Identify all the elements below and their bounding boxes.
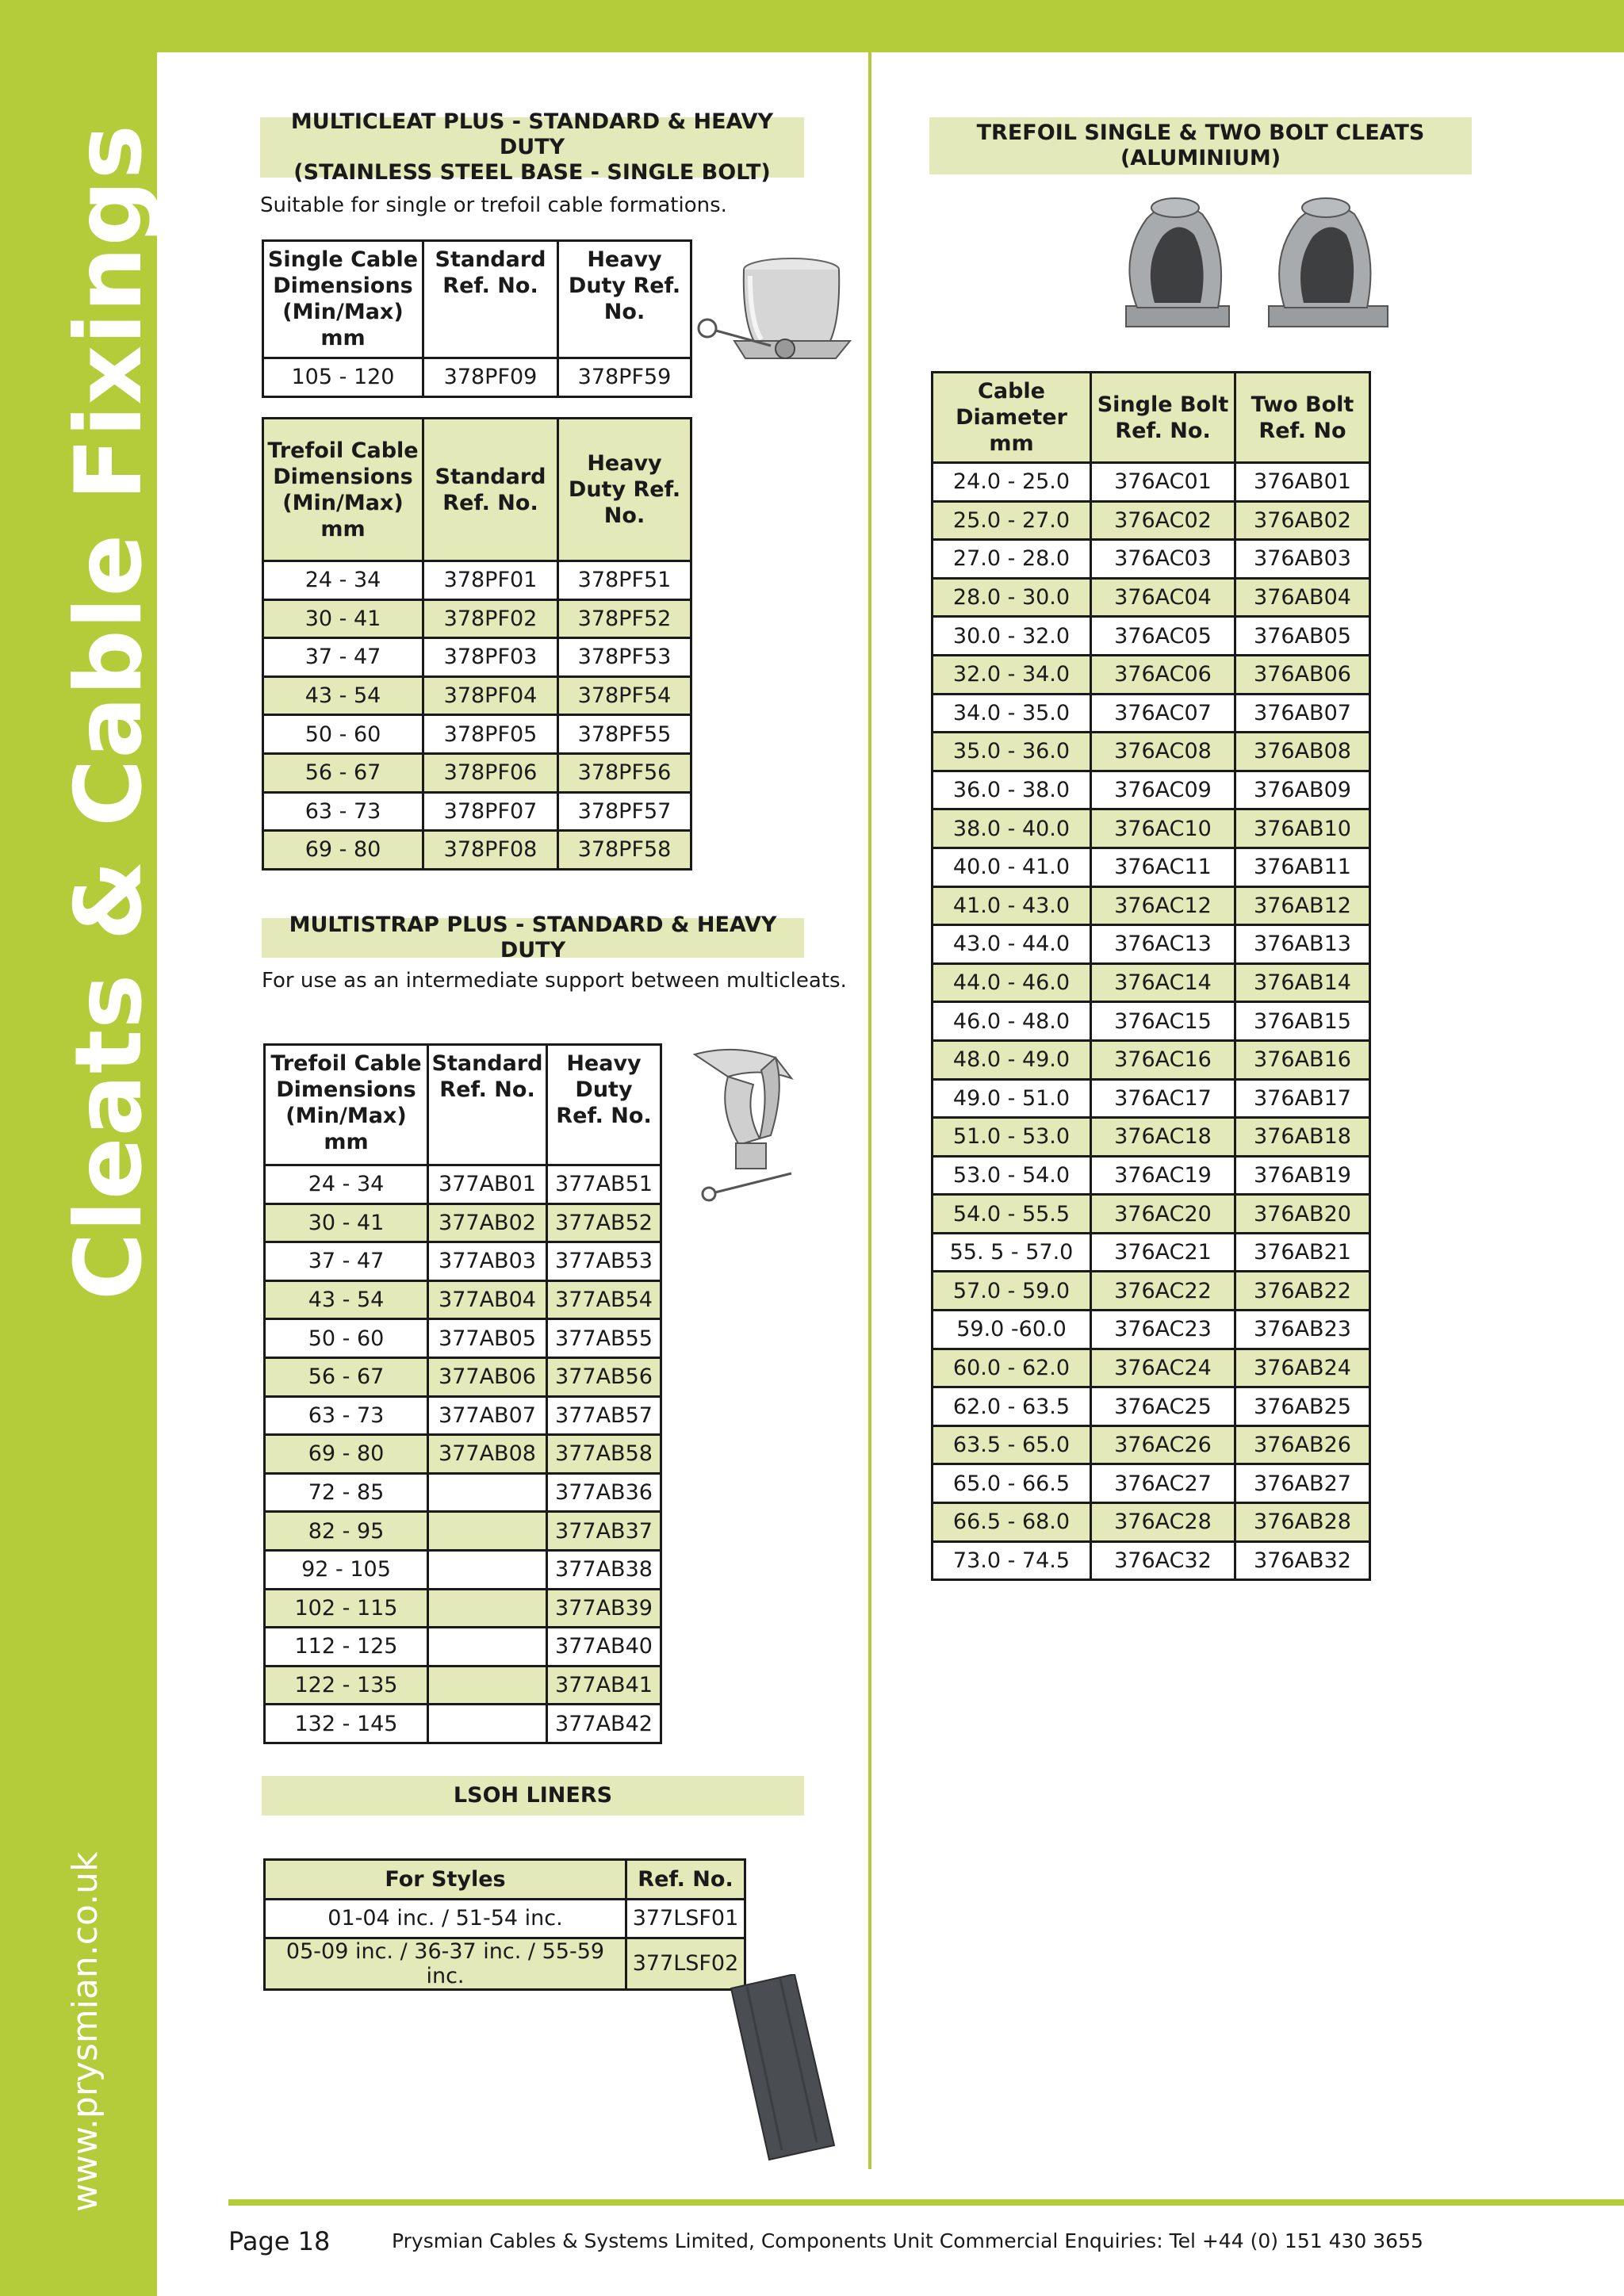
table-cell	[428, 1550, 547, 1589]
footer-contact: Prysmian Cables & Systems Limited, Components Unit Commercial Enquiries: Tel +44 (0) 151 430 3655	[392, 2229, 1423, 2252]
table-cell: 377AB05	[428, 1319, 547, 1358]
table-cell: 376AC10	[1091, 809, 1235, 848]
column-header: Standard Ref. No.	[423, 241, 558, 358]
table-row	[933, 809, 1370, 848]
table-cell: 72 - 85	[265, 1473, 428, 1512]
table-row	[265, 1319, 661, 1358]
table-cell: 376AB18	[1235, 1118, 1370, 1157]
table-row	[265, 1280, 661, 1319]
column-header: Cable Diameter mm	[933, 373, 1091, 463]
table-row	[933, 1079, 1370, 1118]
table-row	[933, 501, 1370, 540]
table-cell: 378PF04	[423, 676, 558, 715]
table-cell: 63 - 73	[265, 1396, 428, 1435]
column-header: Standard Ref. No.	[428, 1045, 547, 1165]
column-header: Trefoil Cable Dimensions (Min/Max) mm	[265, 1045, 428, 1165]
footer-rule	[228, 2199, 1624, 2206]
table-row	[933, 1040, 1370, 1079]
table-cell: 376AB13	[1235, 925, 1370, 964]
table-row	[933, 1387, 1370, 1426]
table-row	[933, 540, 1370, 579]
table-row	[265, 1435, 661, 1474]
table-cell: 60.0 - 62.0	[933, 1349, 1091, 1387]
column-header: Standard Ref. No.	[423, 419, 558, 561]
table-cell: 376AC16	[1091, 1040, 1235, 1079]
table-cell: 25.0 - 27.0	[933, 501, 1091, 540]
table-cell: 59.0 -60.0	[933, 1311, 1091, 1349]
table-row	[933, 1272, 1370, 1311]
table-cell: 377AB53	[547, 1242, 661, 1281]
table-cell: 376AB12	[1235, 886, 1370, 925]
table-row	[265, 1666, 661, 1705]
table-cell: 376AB11	[1235, 848, 1370, 886]
table-cell: 377AB39	[547, 1589, 661, 1628]
table-row	[933, 1541, 1370, 1580]
table-cell: 376AC02	[1091, 501, 1235, 540]
table-cell: 376AB09	[1235, 771, 1370, 809]
table-cell: 376AB26	[1235, 1425, 1370, 1464]
table-cell: 30 - 41	[263, 599, 423, 638]
lsoh-heading: LSOH LINERS	[262, 1776, 804, 1816]
table-row	[933, 925, 1370, 964]
table-cell: 50 - 60	[263, 715, 423, 754]
table-cell: 24 - 34	[265, 1165, 428, 1204]
table-cell: 44.0 - 46.0	[933, 963, 1091, 1002]
table-cell: 38.0 - 40.0	[933, 809, 1091, 848]
table-cell: 378PF53	[558, 638, 691, 677]
table-cell: 05-09 inc. / 36-37 inc. / 55-59 inc.	[265, 1938, 626, 1989]
table-cell: 92 - 105	[265, 1550, 428, 1589]
table-cell: 376AC26	[1091, 1425, 1235, 1464]
table-cell: 376AB07	[1235, 694, 1370, 733]
table-cell: 54.0 - 55.5	[933, 1195, 1091, 1234]
column-header: Two Bolt Ref. No	[1235, 373, 1370, 463]
table-cell: 376AC01	[1091, 463, 1235, 502]
table-cell: 24.0 - 25.0	[933, 463, 1091, 502]
table-cell: 377AB42	[547, 1705, 661, 1743]
table-cell: 377AB38	[547, 1550, 661, 1589]
table-cell: 34.0 - 35.0	[933, 694, 1091, 733]
table-cell: 24 - 34	[263, 561, 423, 600]
table-cell: 376AB16	[1235, 1040, 1370, 1079]
table-cell: 376AB25	[1235, 1387, 1370, 1426]
table-cell: 376AB17	[1235, 1079, 1370, 1118]
table-cell: 36.0 - 38.0	[933, 771, 1091, 809]
table-cell: 377AB54	[547, 1280, 661, 1319]
table-row	[265, 1900, 745, 1938]
table-row	[265, 1473, 661, 1512]
table-row	[933, 655, 1370, 694]
table-cell: 30.0 - 32.0	[933, 617, 1091, 656]
table-cell: 132 - 145	[265, 1705, 428, 1743]
table-row	[265, 1242, 661, 1281]
table-cell: 378PF02	[423, 599, 558, 638]
table-cell: 55. 5 - 57.0	[933, 1233, 1091, 1272]
table-cell: 376AC06	[1091, 655, 1235, 694]
table-cell: 377AB52	[547, 1203, 661, 1242]
table-row	[263, 715, 691, 754]
column-divider	[868, 52, 871, 2169]
table-cell: 40.0 - 41.0	[933, 848, 1091, 886]
table-cell	[428, 1589, 547, 1628]
table-cell: 377AB55	[547, 1319, 661, 1358]
column-header: Single Bolt Ref. No.	[1091, 373, 1235, 463]
table-cell: 376AB32	[1235, 1541, 1370, 1580]
column-header: Ref. No.	[626, 1860, 745, 1900]
table-cell: 376AB20	[1235, 1195, 1370, 1234]
table-row	[265, 1550, 661, 1589]
multistrap-heading: MULTISTRAP PLUS - STANDARD & HEAVY DUTY	[262, 918, 804, 958]
table-cell: 376AB08	[1235, 733, 1370, 771]
table-row	[933, 1464, 1370, 1503]
table-cell: 57.0 - 59.0	[933, 1272, 1091, 1311]
table-cell: 65.0 - 66.5	[933, 1464, 1091, 1503]
table-cell: 378PF56	[558, 753, 691, 792]
page-number: Page 18	[228, 2226, 331, 2256]
table-row	[263, 792, 691, 831]
table-cell: 377AB37	[547, 1512, 661, 1551]
table-cell: 376AC25	[1091, 1387, 1235, 1426]
table-cell: 50 - 60	[265, 1319, 428, 1358]
table-row	[263, 831, 691, 870]
table-row	[263, 638, 691, 677]
table-cell	[428, 1512, 547, 1551]
table-row	[265, 1203, 661, 1242]
table-cell: 112 - 125	[265, 1628, 428, 1667]
table-cell: 46.0 - 48.0	[933, 1002, 1091, 1041]
table-cell: 376AC11	[1091, 848, 1235, 886]
table-cell: 376AC20	[1091, 1195, 1235, 1234]
table-row	[265, 1165, 661, 1204]
table-cell: 376AB05	[1235, 617, 1370, 656]
multicleat-description: Suitable for single or trefoil cable formations.	[260, 193, 727, 217]
table-row	[933, 963, 1370, 1002]
table-row	[933, 1233, 1370, 1272]
table-cell: 43 - 54	[263, 676, 423, 715]
table-cell: 376AB15	[1235, 1002, 1370, 1041]
table-cell: 49.0 - 51.0	[933, 1079, 1091, 1118]
table-cell	[428, 1473, 547, 1512]
table-row	[263, 561, 691, 600]
table-cell: 376AC12	[1091, 886, 1235, 925]
table-row	[933, 1425, 1370, 1464]
table-cell: 378PF58	[558, 831, 691, 870]
table-cell: 30 - 41	[265, 1203, 428, 1242]
table-cell: 62.0 - 63.5	[933, 1387, 1091, 1426]
table-cell: 376AC14	[1091, 963, 1235, 1002]
table-cell: 376AC04	[1091, 578, 1235, 617]
table-cell: 376AC18	[1091, 1118, 1235, 1157]
trefoil-heading-line1: TREFOIL SINGLE & TWO BOLT CLEATS	[976, 121, 1425, 145]
table-cell: 377AB03	[428, 1242, 547, 1281]
table-cell: 66.5 - 68.0	[933, 1503, 1091, 1542]
table-cell: 378PF07	[423, 792, 558, 831]
multicleat-single-table	[262, 239, 692, 398]
table-cell: 37 - 47	[265, 1242, 428, 1281]
table-cell: 378PF03	[423, 638, 558, 677]
table-cell: 377AB04	[428, 1280, 547, 1319]
table-row	[933, 1503, 1370, 1542]
table-cell: 377AB06	[428, 1357, 547, 1396]
table-row	[265, 1705, 661, 1743]
table-cell	[428, 1628, 547, 1667]
table-row	[933, 1156, 1370, 1195]
table-cell: 378PF01	[423, 561, 558, 600]
table-cell: 376AB23	[1235, 1311, 1370, 1349]
table-row	[933, 1195, 1370, 1234]
table-cell: 378PF57	[558, 792, 691, 831]
table-cell: 376AC05	[1091, 617, 1235, 656]
table-row	[263, 358, 691, 397]
table-row	[263, 599, 691, 638]
table-cell: 376AB04	[1235, 578, 1370, 617]
table-cell: 376AC27	[1091, 1464, 1235, 1503]
column-header: For Styles	[265, 1860, 626, 1900]
multistrap-product-image	[687, 1047, 806, 1205]
table-cell: 376AB02	[1235, 501, 1370, 540]
column-header: Single Cable Dimensions (Min/Max) mm	[263, 241, 423, 358]
table-cell: 377AB56	[547, 1357, 661, 1396]
multicleat-trefoil-table	[262, 417, 692, 871]
table-cell: 376AC07	[1091, 694, 1235, 733]
table-row	[933, 1118, 1370, 1157]
table-cell: 377AB02	[428, 1203, 547, 1242]
multistrap-description: For use as an intermediate support between multicleats.	[262, 969, 847, 993]
table-row	[933, 1002, 1370, 1041]
table-cell: 376AC24	[1091, 1349, 1235, 1387]
trefoil-aluminium-table	[931, 371, 1371, 1581]
table-cell: 378PF51	[558, 561, 691, 600]
table-cell: 53.0 - 54.0	[933, 1156, 1091, 1195]
table-cell: 376AB01	[1235, 463, 1370, 502]
table-cell: 376AC13	[1091, 925, 1235, 964]
table-cell: 378PF08	[423, 831, 558, 870]
table-cell: 376AC15	[1091, 1002, 1235, 1041]
table-cell: 376AB14	[1235, 963, 1370, 1002]
table-cell: 378PF09	[423, 358, 558, 397]
table-cell: 122 - 135	[265, 1666, 428, 1705]
table-cell: 56 - 67	[265, 1357, 428, 1396]
table-row	[265, 1938, 745, 1989]
table-cell: 376AC28	[1091, 1503, 1235, 1542]
table-cell: 32.0 - 34.0	[933, 655, 1091, 694]
table-cell: 376AC17	[1091, 1079, 1235, 1118]
lsoh-table	[263, 1858, 746, 1991]
table-row	[933, 578, 1370, 617]
table-cell: 69 - 80	[265, 1435, 428, 1474]
side-title: Cleats & Cable Fixings	[56, 124, 163, 1300]
table-cell: 376AC21	[1091, 1233, 1235, 1272]
table-cell: 376AC03	[1091, 540, 1235, 579]
table-cell: 43.0 - 44.0	[933, 925, 1091, 964]
table-cell: 377AB58	[547, 1435, 661, 1474]
table-cell: 43 - 54	[265, 1280, 428, 1319]
table-cell: 41.0 - 43.0	[933, 886, 1091, 925]
table-cell: 376AB19	[1235, 1156, 1370, 1195]
website-url[interactable]: www.prysmian.co.uk	[65, 1851, 105, 2212]
table-cell: 51.0 - 53.0	[933, 1118, 1091, 1157]
lsoh-liner-image	[723, 1974, 842, 2164]
multicleat-product-image	[695, 252, 853, 387]
table-cell: 376AC23	[1091, 1311, 1235, 1349]
table-cell: 376AC32	[1091, 1541, 1235, 1580]
table-cell: 376AC08	[1091, 733, 1235, 771]
table-cell: 35.0 - 36.0	[933, 733, 1091, 771]
table-cell: 376AC22	[1091, 1272, 1235, 1311]
table-row	[933, 463, 1370, 502]
table-row	[265, 1396, 661, 1435]
table-cell: 377AB51	[547, 1165, 661, 1204]
table-row	[933, 1311, 1370, 1349]
table-cell: 376AB21	[1235, 1233, 1370, 1272]
multicleat-heading-line2: (STAINLESS STEEL BASE - SINGLE BOLT)	[293, 160, 771, 185]
trefoil-cleats-image	[1102, 187, 1404, 338]
table-cell: 63.5 - 65.0	[933, 1425, 1091, 1464]
table-cell: 377AB01	[428, 1165, 547, 1204]
table-cell: 378PF52	[558, 599, 691, 638]
table-cell	[428, 1705, 547, 1743]
table-cell: 376AC09	[1091, 771, 1235, 809]
top-bar	[0, 0, 1624, 52]
table-cell: 378PF54	[558, 676, 691, 715]
table-cell: 01-04 inc. / 51-54 inc.	[265, 1900, 626, 1938]
table-row	[933, 771, 1370, 809]
table-cell: 376AB03	[1235, 540, 1370, 579]
multicleat-heading	[260, 109, 804, 185]
table-row	[265, 1357, 661, 1396]
table-cell: 376AB22	[1235, 1272, 1370, 1311]
table-cell: 48.0 - 49.0	[933, 1040, 1091, 1079]
table-cell: 377AB08	[428, 1435, 547, 1474]
table-row	[933, 848, 1370, 886]
table-cell: 377AB07	[428, 1396, 547, 1435]
table-row	[265, 1589, 661, 1628]
column-header: Heavy Duty Ref. No.	[558, 241, 691, 358]
table-cell: 82 - 95	[265, 1512, 428, 1551]
table-cell: 105 - 120	[263, 358, 423, 397]
table-cell: 56 - 67	[263, 753, 423, 792]
table-cell: 27.0 - 28.0	[933, 540, 1091, 579]
table-cell: 377AB41	[547, 1666, 661, 1705]
table-cell: 376AB10	[1235, 809, 1370, 848]
table-cell: 37 - 47	[263, 638, 423, 677]
table-cell: 378PF55	[558, 715, 691, 754]
trefoil-heading	[929, 117, 1472, 174]
table-cell: 377LSF02	[626, 1938, 745, 1989]
table-cell: 376AB06	[1235, 655, 1370, 694]
column-header: Trefoil Cable Dimensions (Min/Max) mm	[263, 419, 423, 561]
table-row	[933, 733, 1370, 771]
table-row	[263, 676, 691, 715]
table-cell: 63 - 73	[263, 792, 423, 831]
table-cell: 376AC19	[1091, 1156, 1235, 1195]
table-cell: 377LSF01	[626, 1900, 745, 1938]
table-cell: 69 - 80	[263, 831, 423, 870]
table-cell: 377AB36	[547, 1473, 661, 1512]
table-cell: 376AB27	[1235, 1464, 1370, 1503]
table-cell: 378PF59	[558, 358, 691, 397]
table-row	[933, 886, 1370, 925]
table-row	[933, 617, 1370, 656]
column-header: Heavy Duty Ref. No.	[547, 1045, 661, 1165]
table-row	[265, 1512, 661, 1551]
table-cell: 102 - 115	[265, 1589, 428, 1628]
table-cell: 376AB24	[1235, 1349, 1370, 1387]
table-cell: 376AB28	[1235, 1503, 1370, 1542]
table-cell: 377AB40	[547, 1628, 661, 1667]
table-cell: 378PF05	[423, 715, 558, 754]
table-cell: 377AB57	[547, 1396, 661, 1435]
table-cell: 378PF06	[423, 753, 558, 792]
table-row	[265, 1628, 661, 1667]
multistrap-table	[263, 1043, 662, 1744]
column-header: Heavy Duty Ref. No.	[558, 419, 691, 561]
table-row	[263, 753, 691, 792]
multicleat-heading-line1: MULTICLEAT PLUS - STANDARD & HEAVY DUTY	[290, 109, 774, 159]
table-cell: 28.0 - 30.0	[933, 578, 1091, 617]
trefoil-heading-line2: (ALUMINIUM)	[1120, 146, 1281, 170]
table-row	[933, 694, 1370, 733]
table-cell: 73.0 - 74.5	[933, 1541, 1091, 1580]
table-row	[933, 1349, 1370, 1387]
table-cell	[428, 1666, 547, 1705]
